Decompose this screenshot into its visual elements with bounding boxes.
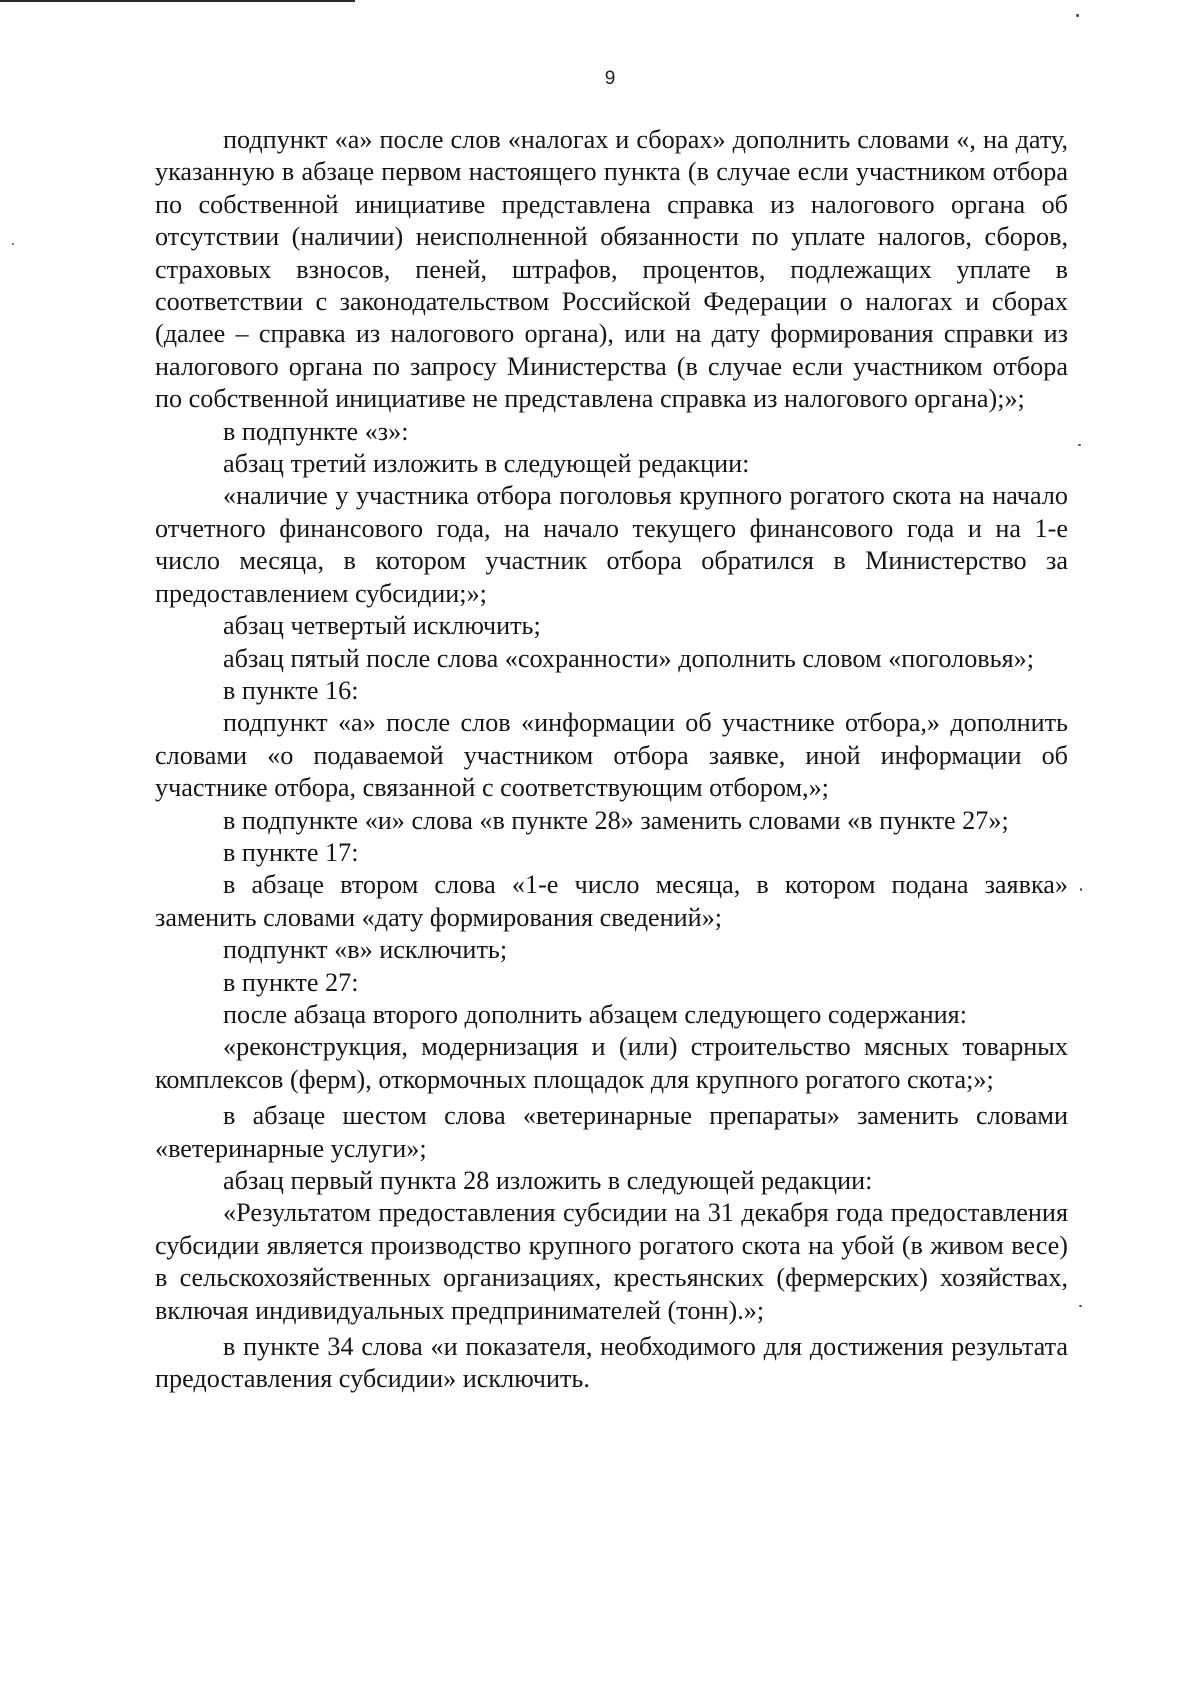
page-number: 9 xyxy=(604,68,616,89)
paragraph: абзац третий изложить в следующей редакции: xyxy=(223,449,750,479)
paragraph: подпункт «а» после слов «информации об участнике отбора,» дополнить словами «о подаваемой участником отбора заявке, иной информации об участнике отбора, связанной с соответствующим отбором,»; xyxy=(155,708,1068,803)
paragraph: в пункте 34 слова «и показателя, необходимого для достижения результата предоставления субсидии» исключить. xyxy=(155,1332,1068,1394)
paragraph: «Результатом предоставления субсидии на 31 декабря года предоставления субсидии является производство крупного рогатого скота на убой (в живом весе) в сельскохозяйственных организациях, крестьянских (фермерских) хозяйствах, включая индивидуальных предпринимателей (тонн).»; xyxy=(155,1198,1068,1325)
paragraph: в абзаце втором слова «1-е число месяца, в котором подана заявка» заменить словами «дату формирования сведений»; xyxy=(155,870,1068,932)
scan-speck xyxy=(12,243,14,245)
scan-speck xyxy=(1076,14,1079,17)
paragraph: подпункт «а» после слов «налогах и сборах» дополнить словами «, на дату, указанную в абзаце первом настоящего пункта (в случае если участником отбора по собственной инициативе представлена справка из налогового органа об отсутствии (наличии) неисполненной обязанности по уплате налогов, сборов, страховых взносов, пеней, штрафов, процентов, подлежащих уплате в соответствии с законодательством Российской Федерации о налогах и сборах (далее – справка из налогового органа), или на дату формирования справки из налогового органа по запросу Министерства (в случае если участником отбора по собственной инициативе не представлена справка из налогового органа);»; xyxy=(155,125,1068,414)
paragraph: в пункте 16: xyxy=(223,675,359,705)
paragraph: «наличие у участника отбора поголовья крупного рогатого скота на начало отчетного финансового года, на начало текущего финансового года и на 1-е число месяца, в котором участник отбора обратился в Министерство за предоставлением субсидии;»; xyxy=(155,481,1068,608)
paragraph: абзац пятый после слова «сохранности» дополнить словом «поголовья»; xyxy=(223,643,1035,673)
document-body xyxy=(155,124,1068,1396)
scan-edge-line xyxy=(0,0,355,2)
scan-speck xyxy=(1080,888,1082,891)
paragraph: абзац четвертый исключить; xyxy=(223,611,541,641)
paragraph: в подпункте «и» слова «в пункте 28» заменить словами «в пункте 27»; xyxy=(223,805,1009,835)
paragraph: в подпункте «з»: xyxy=(223,416,409,446)
paragraph: в абзаце шестом слова «ветеринарные препараты» заменить словами «ветеринарные услуги»; xyxy=(155,1101,1068,1163)
paragraph: после абзаца второго дополнить абзацем следующего содержания: xyxy=(223,999,967,1029)
paragraph: в пункте 17: xyxy=(223,837,359,867)
paragraph: в пункте 27: xyxy=(223,967,359,997)
paragraph: «реконструкция, модернизация и (или) строительство мясных товарных комплексов (ферм), откормочных площадок для крупного рогатого скота;»; xyxy=(155,1032,1068,1094)
paragraph: абзац первый пункта 28 изложить в следующей редакции: xyxy=(223,1166,873,1195)
paragraph: подпункт «в» исключить; xyxy=(223,935,508,965)
scan-speck xyxy=(1079,1305,1082,1307)
scan-speck xyxy=(1078,444,1081,446)
